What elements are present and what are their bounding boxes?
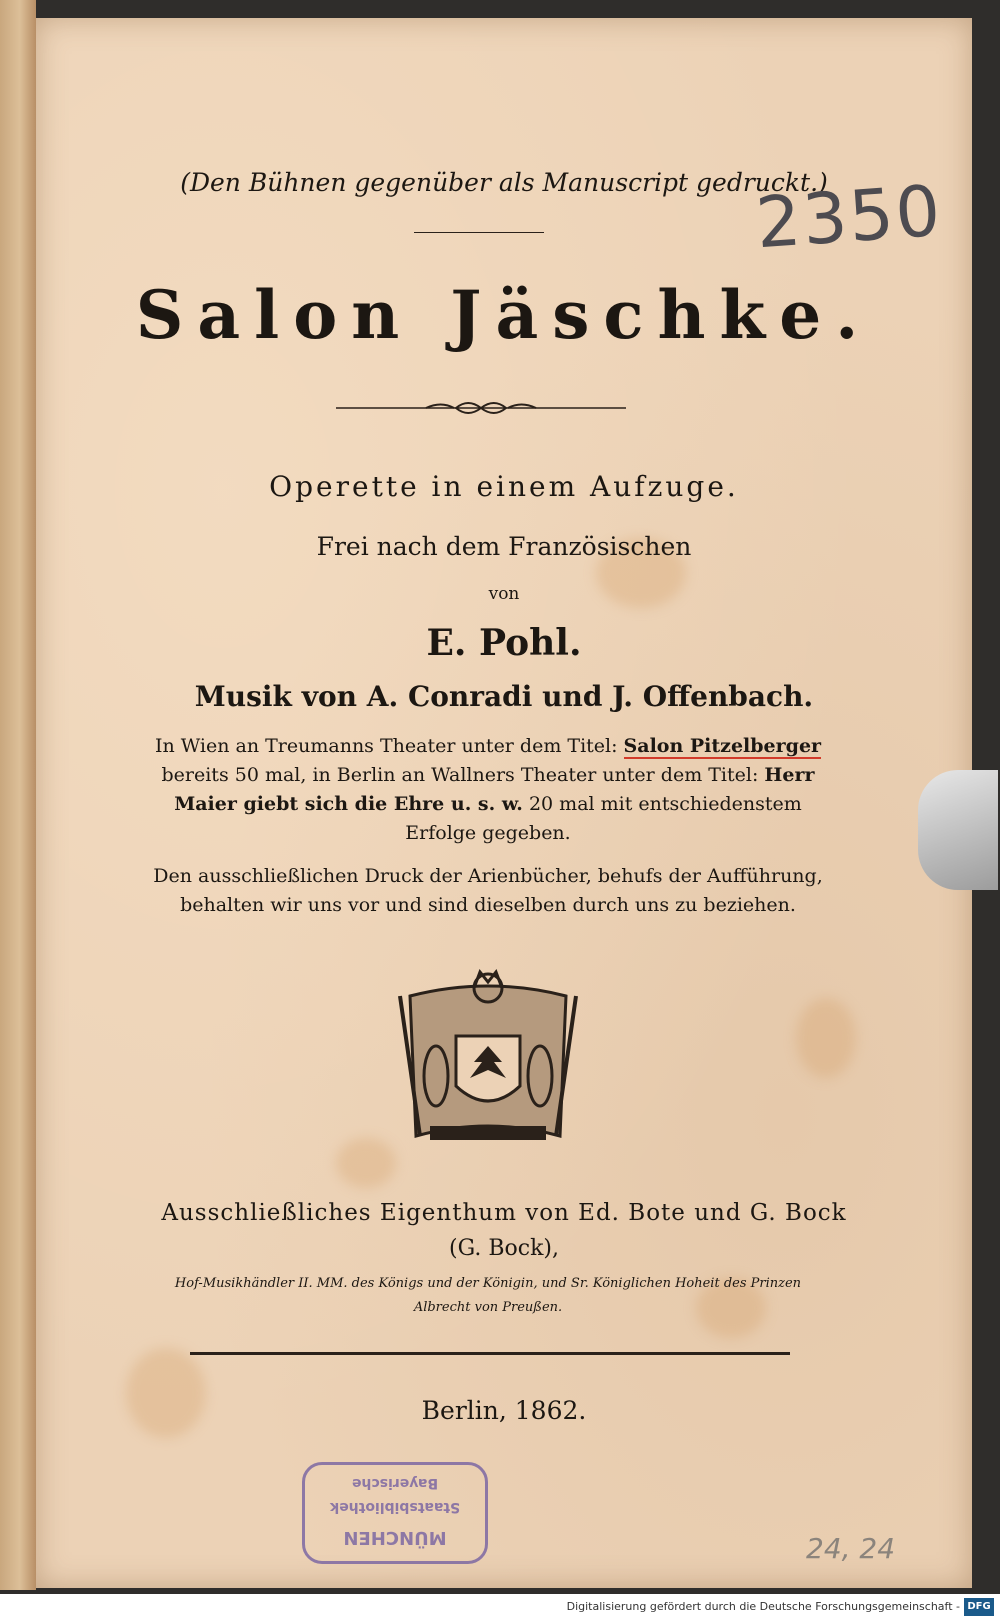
city-year: Berlin, 1862. [421,1396,587,1425]
shelf-number: 2350 [753,169,945,265]
genre-line: Operette in einem Aufzuge. [269,470,739,503]
book-spine [0,0,36,1590]
bottom-rule [190,1352,790,1355]
publisher-titles: Hof-Musikhändler II. MM. des Königs und der Königin, und Sr. Königlichen Hoheit des Prinzen Albrecht von Preußen. [174,1276,802,1315]
performance-history: In Wien an Treumanns Theater unter dem Titel: Salon Pitzelberger bereits 50 mal, in Berlin an Wallners Theater unter dem Titel: Herr Maier giebt sich die Ehre u. s. w. 20 mal mit entschiedenstem Erfolge gegeben. [154,735,822,844]
by-line: von [488,584,520,604]
footer-bar [0,1594,1000,1622]
author-name: E. Pohl. [426,622,582,664]
manuscript-note: (Den Bühnen gegenüber als Manuscript gedruckt.) [180,168,828,197]
royal-coat-of-arms-icon [390,966,586,1146]
publisher-line: Ausschließliches Eigenthum von Ed. Bote und G. Bock [161,1200,847,1226]
page-tab [918,770,998,890]
adaptation-line: Frei nach dem Französischen [316,532,692,561]
rights-notice: Den ausschließlichen Druck der Arienbücher, behufs der Aufführung, behalten wir uns vor und sind dieselben durch uns zu beziehen. [153,865,823,916]
music-credit: Musik von A. Conradi und J. Offenbach. [194,680,814,713]
alt-title-berlin: Herr Maier giebt sich die Ehre u. s. w. [174,764,815,815]
pencil-note: 24, 24 [806,1532,896,1565]
library-stamp: Bayerische Staatsbibliothek MÜNCHEN [302,1462,488,1564]
dfg-logo-icon: DFG [964,1598,994,1616]
page-title: Salon Jäschke. [135,276,873,354]
short-rule [414,232,544,233]
ornament-divider-icon [336,396,626,420]
alt-title-vienna: Salon Pitzelberger [623,735,822,757]
publisher-name: (G. Bock), [449,1236,559,1261]
footer-credit: Digitalisierung gefördert durch die Deutsche Forschungsgemeinschaft - [566,1600,960,1613]
